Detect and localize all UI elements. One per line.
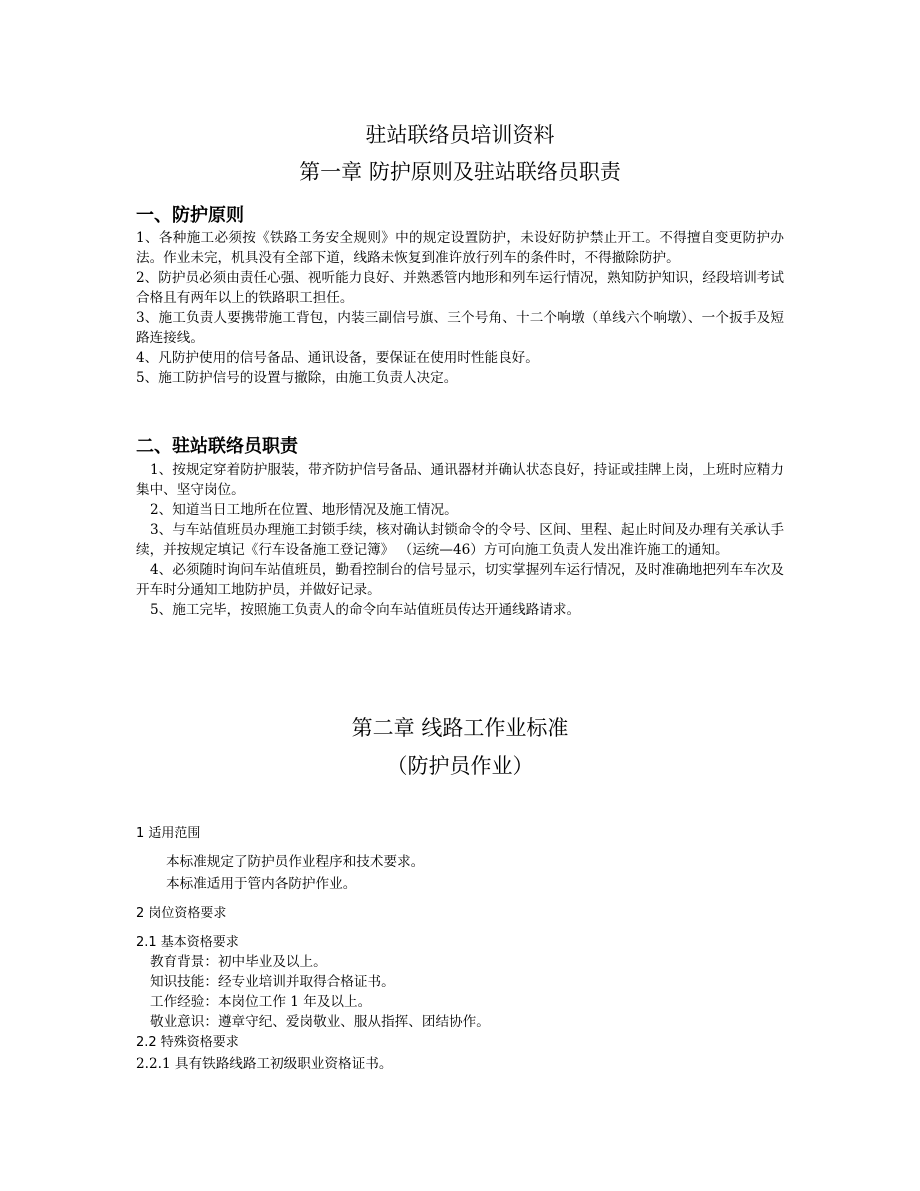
qualification-line: 知识技能：经专业培训并取得合格证书。 [150,974,395,990]
section1-heading: 一、防护原则 [136,205,244,226]
scope-line: 本标准适用于管内各防护作业。 [166,876,357,892]
document-title: 驻站联络员培训资料 [365,123,555,147]
qualification-line: 敬业意识：遵章守纪、爱岗敬业、服从指挥、团结协作。 [150,1014,490,1030]
chapter1-title: 第一章 防护原则及驻站联络员职责 [299,160,621,184]
list-item: 4、必须随时询问车站值班员，勤看控制台的信号显示，切实掌握列车运行情况，及时准确地把列车车次及开车时分通知工地防护员，并做好记录。 [136,562,784,598]
section2-list [136,460,784,620]
list-item: 2、防护员必须由责任心强、视听能力良好、并熟悉管内地形和列车运行情况，熟知防护知识，经段培训考试合格且有两年以上的铁路职工担任。 [136,270,784,306]
scope-line: 本标准规定了防护员作业程序和技术要求。 [166,854,425,870]
chapter2-subtitle: （防护员作业） [386,754,534,778]
list-item: 3、施工负责人要携带施工背包，内装三副信号旗、三个号角、十二个响墩（单线六个响墩）、一个扳手及短路连接线。 [136,310,784,346]
list-item: 1、各种施工必须按《铁路工务安全规则》中的规定设置防护，未设好防护禁止开工。不得擅自变更防护办法。作业未完，机具没有全部下道，线路未恢复到准许放行列车的条件时，不得撤除防护。 [136,230,784,266]
list-item: 1、按规定穿着防护服装，带齐防护信号备品、通讯器材并确认状态良好，持证或挂牌上岗，上班时应精力集中、坚守岗位。 [136,462,784,498]
list-item: 3、与车站值班员办理施工封锁手续，核对确认封锁命令的令号、区间、里程、起止时间及办理有关承认手续，并按规定填记《行车设备施工登记簿》 （运统—46）方可向施工负责人发出准许施工的通知。 [136,522,784,558]
qualification-line: 工作经验：本岗位工作 1 年及以上。 [150,994,372,1010]
list-item: 5、施工防护信号的设置与撤除，由施工负责人决定。 [136,370,458,386]
list-item: 5、施工完毕，按照施工负责人的命令向车站值班员传达开通线路请求。 [150,602,581,618]
section-heading-2: 2 岗位资格要求 [136,906,227,921]
list-item: 4、凡防护使用的信号备品、通讯设备，要保证在使用时性能良好。 [136,350,539,366]
certificate-line: 2.2.1 具有铁路线路工初级职业资格证书。 [136,1056,393,1072]
list-item: 2、知道当日工地所在位置、地形情况及施工情况。 [150,502,458,518]
section-heading-1: 1 适用范围 [136,826,201,841]
section-heading-2-2: 2.2 特殊资格要求 [136,1035,239,1050]
chapter2-title: 第二章 线路工作业标准 [351,716,569,740]
qualification-line: 教育背景：初中毕业及以上。 [150,954,327,970]
section1-list [136,228,784,388]
section2-heading: 二、驻站联络员职责 [136,436,298,457]
section-heading-2-1: 2.1 基本资格要求 [136,935,239,950]
